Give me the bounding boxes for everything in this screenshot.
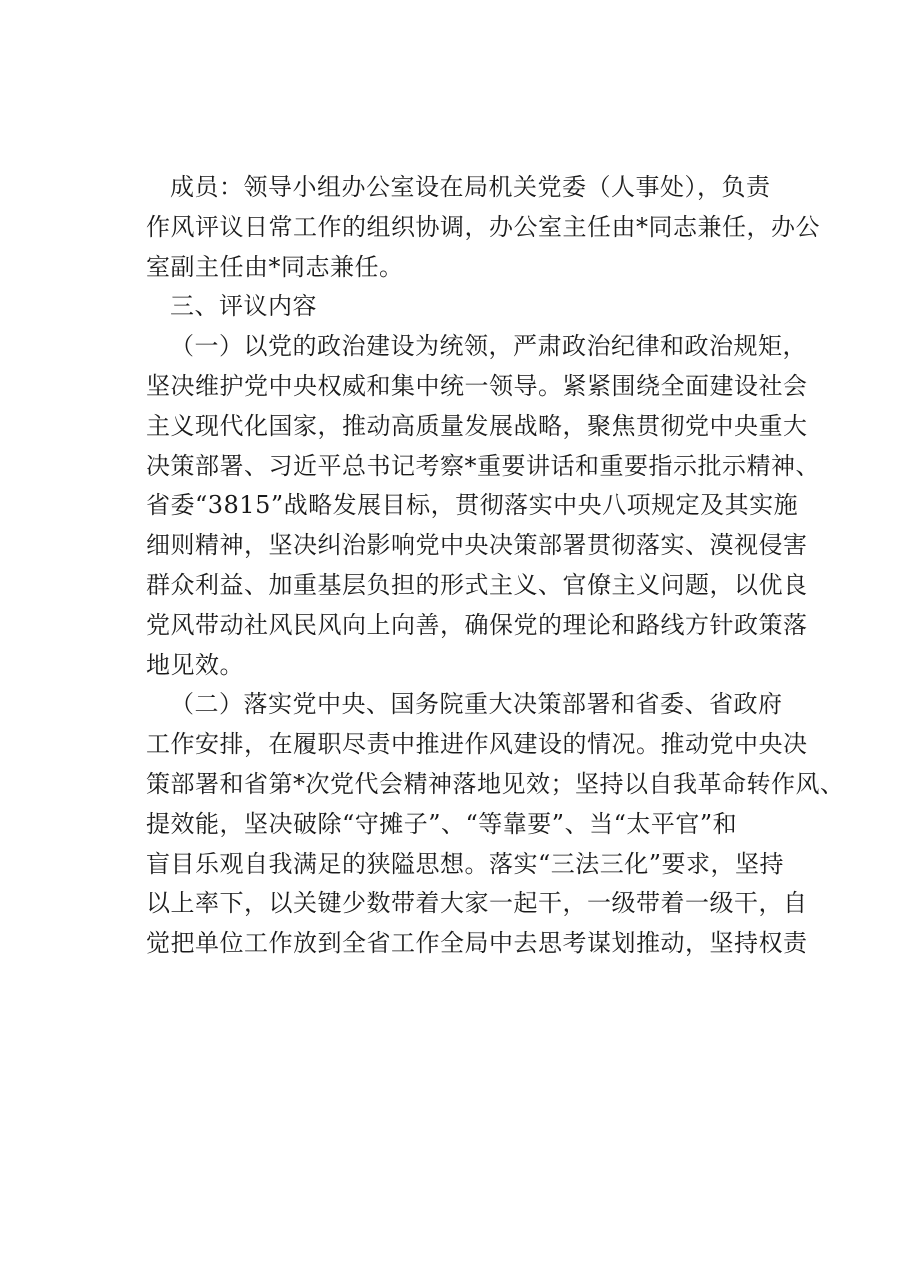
item-1-line-7: 群众利益、加重基层负担的形式主义、官僚主义问题，以优良 [146,570,808,599]
item-1-line-6: 细则精神，坚决纠治影响党中央决策部署贯彻落实、漠视侵害 [146,531,808,560]
paragraph-members-line-3: 室副主任由*同志兼任。 [146,252,404,281]
document-body [146,168,845,964]
item-2-line-1: （二）落实党中央、国务院重大决策部署和省委、省政府 [170,690,783,719]
item-1-line-4: 决策部署、习近平总书记考察*重要讲话和重要指示批示精神、 [146,451,820,480]
item-2-line-4: 提效能，坚决破除“守摊子”、“等靠要”、当“太平官”和 [146,809,738,838]
item-1-line-5: 省委“3815”战略发展目标，贯彻落实中央八项规定及其实施 [146,491,799,520]
item-2-line-2: 工作安排，在履职尽责中推进作风建设的情况。推动党中央决 [146,730,808,759]
item-1-line-1: （一）以党的政治建设为统领，严肃政治纪律和政治规矩， [170,332,807,361]
item-2-line-3: 策部署和省第*次党代会精神落地见效；坚持以自我革命转作风、 [146,769,845,798]
item-1-line-8: 党风带动社风民风向上向善，确保党的理论和路线方针政策落 [146,610,808,639]
paragraph-members-line-2: 作风评议日常工作的组织协调，办公室主任由*同志兼任，办公 [146,212,820,241]
item-2-line-6: 以上率下，以关键少数带着大家一起干，一级带着一级干，自 [146,889,808,918]
item-1-line-2: 坚决维护党中央权威和集中统一领导。紧紧围绕全面建设社会 [146,371,808,400]
section-heading: 三、评议内容 [170,292,317,321]
item-2-line-5: 盲目乐观自我满足的狭隘思想。落实“三法三化”要求，坚持 [146,849,785,878]
item-1-line-3: 主义现代化国家，推动高质量发展战略，聚焦贯彻党中央重大 [146,411,808,440]
item-1-line-9: 地见效。 [146,650,244,679]
item-2-line-7: 觉把单位工作放到全省工作全局中去思考谋划推动，坚持权责 [146,929,808,958]
paragraph-members-line-1: 成员：领导小组办公室设在局机关党委（人事处），负责 [170,173,771,201]
